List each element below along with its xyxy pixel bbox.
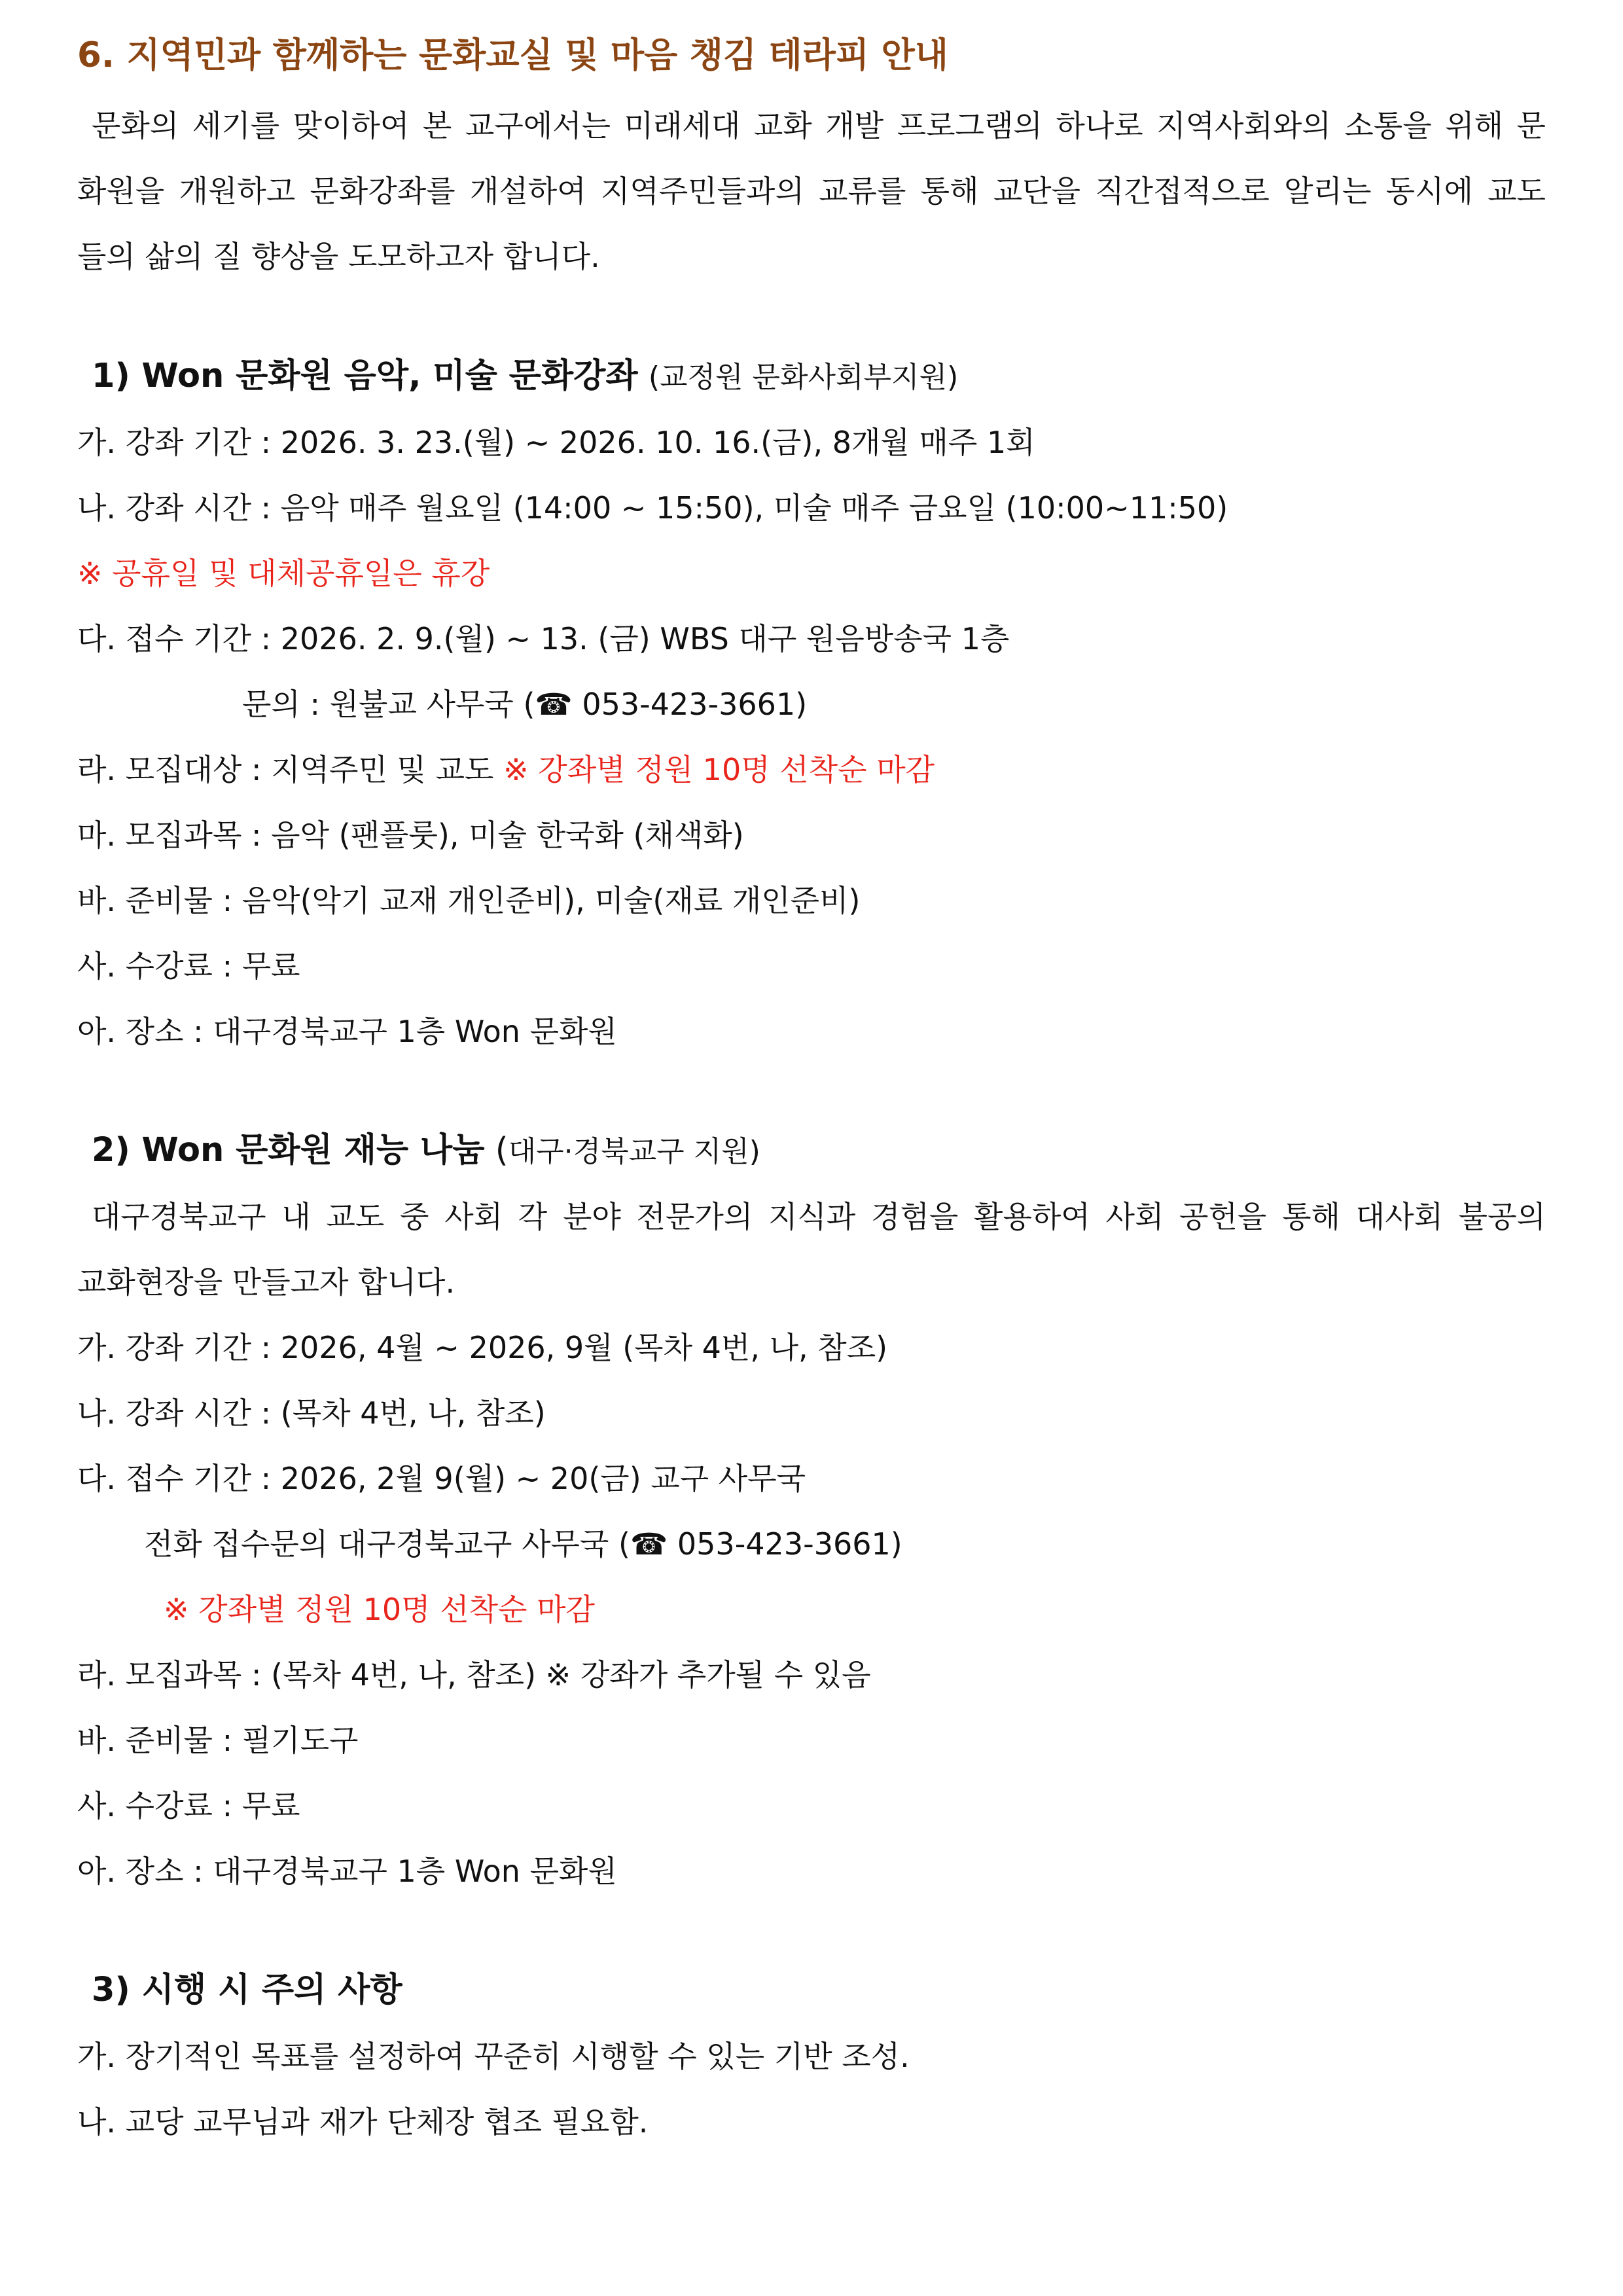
sub1-item-ra-label: 라. 모집대상 : 지역주민 및 교도 xyxy=(77,752,494,787)
section-title: 6. 지역민과 함께하는 문화교실 및 마음 챙김 테라피 안내 xyxy=(77,35,948,75)
sub1-item-ma: 마. 모집과목 : 음악 (팬플룻), 미술 한국화 (채색화) xyxy=(77,817,744,853)
sub3-title: 3) 시행 시 주의 사항 xyxy=(92,1971,402,2009)
sub1-contact: 문의 : 원불교 사무국 (☎ 053-423-3661) xyxy=(242,687,808,722)
sub2-item-ra: 라. 모집과목 : (목차 4번, 나, 참조) ※ 강좌가 추가될 수 있음 xyxy=(77,1657,871,1693)
sub1-item-ba: 바. 준비물 : 음악(악기 교재 개인준비), 미술(재료 개인준비) xyxy=(77,883,861,918)
sub2-item-a: 아. 장소 : 대구경북교구 1층 Won 문화원 xyxy=(77,1854,617,1889)
sub2-item-ba: 바. 준비물 : 필기도구 xyxy=(77,1723,359,1758)
sub2-item-da: 다. 접수 기간 : 2026, 2월 9(월) ~ 20(금) 교구 사무국 xyxy=(77,1461,806,1496)
sub2-desc-line-2: 교화현장을 만들고자 합니다. xyxy=(77,1265,455,1300)
sub3-item-na: 나. 교당 교무님과 재가 단체장 협조 필요함. xyxy=(77,2104,649,2140)
intro-line-1: 문화의 세기를 맞이하여 본 교구에서는 미래세대 교화 개발 프로그램의 하나로 지역사회와의 소통을 위해 문 xyxy=(92,108,1546,143)
sub3-heading xyxy=(92,1971,402,2010)
sub2-contact: 전화 접수문의 대구경북교구 사무국 (☎ 053-423-3661) xyxy=(144,1526,902,1562)
sub1-item-ga: 가. 강좌 기간 : 2026. 3. 23.(월) ~ 2026. 10. 16.(금), 8개월 매주 1회 xyxy=(77,425,1035,460)
sub1-support: (교정원 문화사회부지원) xyxy=(648,361,959,394)
sub2-item-na: 나. 강좌 시간 : (목차 4번, 나, 참조) xyxy=(77,1395,546,1431)
sub2-support-paren: ( xyxy=(495,1131,508,1170)
sub2-title: 2) Won 문화원 재능 나눔 xyxy=(92,1131,485,1170)
sub1-heading xyxy=(92,357,958,397)
sub1-item-sa: 사. 수강료 : 무료 xyxy=(77,948,300,984)
sub2-item-ga: 가. 강좌 기간 : 2026, 4월 ~ 2026, 9월 (목차 4번, 나, 참조) xyxy=(77,1330,888,1365)
sub2-support: 대구·경북교구 지원) xyxy=(508,1135,760,1168)
sub1-title: 1) Won 문화원 음악, 미술 문화강좌 xyxy=(92,357,638,395)
intro-line-3: 들의 삶의 질 향상을 도모하고자 합니다. xyxy=(77,239,600,274)
sub1-item-a: 아. 장소 : 대구경북교구 1층 Won 문화원 xyxy=(77,1014,617,1049)
sub1-note-holiday: ※ 공휴일 및 대체공휴일은 휴강 xyxy=(77,556,490,591)
sub1-item-ra xyxy=(77,750,935,789)
sub2-desc-line-1: 대구경북교구 내 교도 중 사회 각 분야 전문가의 지식과 경험을 활용하여 사회 공헌을 통해 대사회 불공의 xyxy=(92,1199,1546,1234)
sub1-item-na: 나. 강좌 시간 : 음악 매주 월요일 (14:00 ~ 15:50), 미술 매주 금요일 (10:00~11:50) xyxy=(77,490,1228,526)
sub2-heading xyxy=(92,1131,760,1172)
sub1-item-da: 다. 접수 기간 : 2026. 2. 9.(월) ~ 13. (금) WBS 대구 원음방송국 1층 xyxy=(77,621,1010,656)
sub2-item-sa: 사. 수강료 : 무료 xyxy=(77,1788,300,1823)
sub3-item-ga: 가. 장기적인 목표를 설정하여 꾸준히 시행할 수 있는 기반 조성. xyxy=(77,2039,910,2074)
intro-line-2: 화원을 개원하고 문화강좌를 개설하여 지역주민들과의 교류를 통해 교단을 직간접적으로 알리는 동시에 교도 xyxy=(77,173,1546,209)
sub1-item-ra-note: ※ 강좌별 정원 10명 선착순 마감 xyxy=(503,752,935,787)
sub2-note-quota: ※ 강좌별 정원 10명 선착순 마감 xyxy=(164,1592,595,1627)
